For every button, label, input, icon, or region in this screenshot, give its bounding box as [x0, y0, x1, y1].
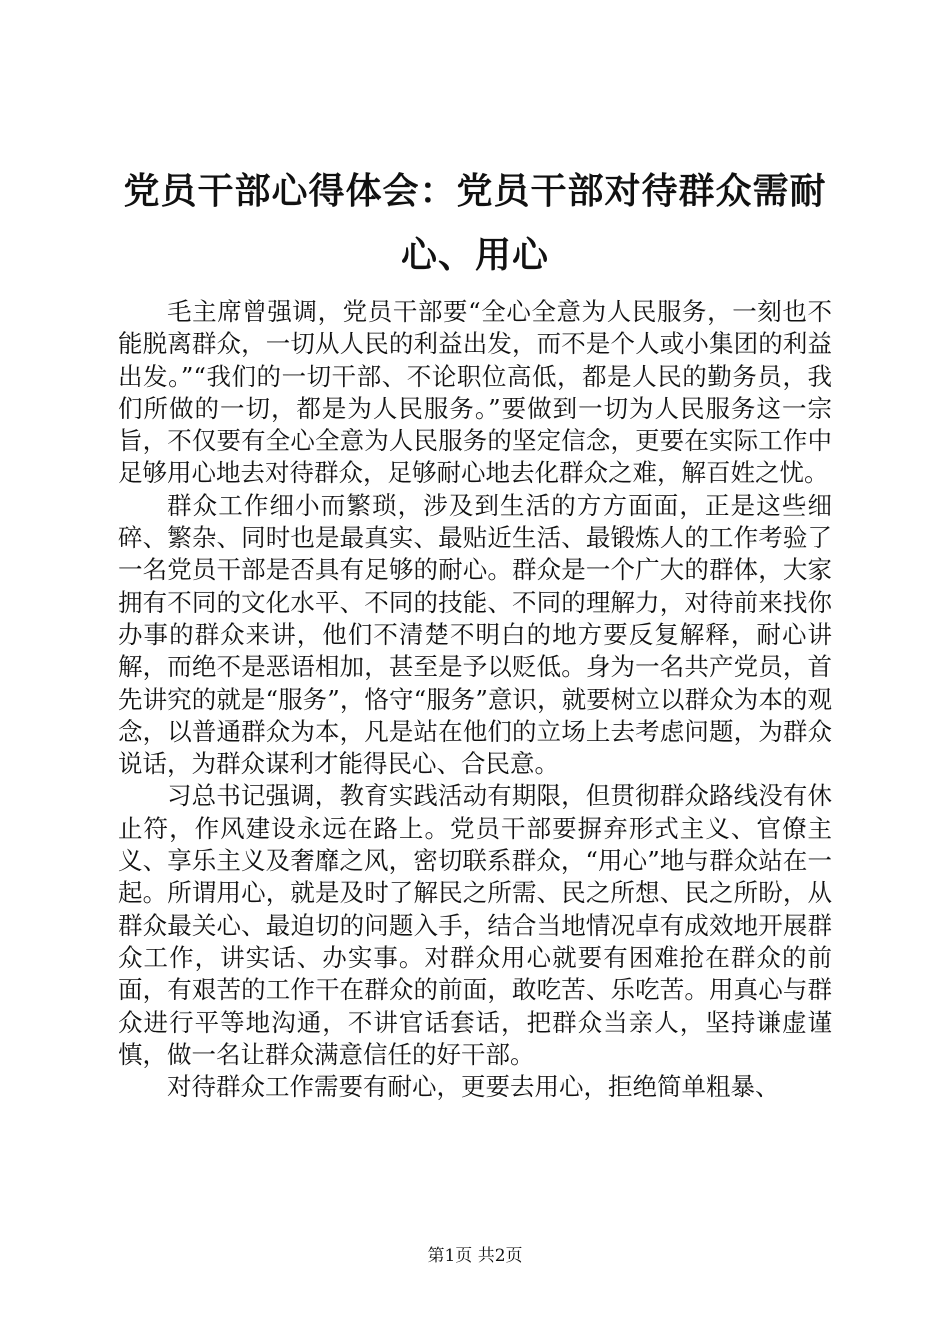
- document-title: 党员干部心得体会：党员干部对待群众需耐心、用心: [123, 171, 827, 276]
- page-number-footer: 第1页 共2页: [427, 1246, 523, 1266]
- document-body: [118, 296, 832, 1103]
- paragraph-2: 群众工作细小而繁琐，涉及到生活的方方面面，正是这些细碎、繁杂、同时也是最真实、最贴近生活、最锻炼人的工作考验了一名党员干部是否具有足够的耐心。群众是一个广大的群体，大家拥有不同的文化水平、不同的技能、不同的理解力，对待前来找你办事的群众来讲，他们不清楚不明白的地方要反复解释，耐心讲解，而绝不是恶语相加，甚至是予以贬低。身为一名共产党员，首先讲究的就是“服务”，恪守“服务”意识，就要树立以群众为本的观念，以普通群众为本，凡是站在他们的立场上去考虑问题，为群众说话，为群众谋利才能得民心、合民意。: [118, 490, 832, 779]
- paragraph-4: 对待群众工作需要有耐心，更要去用心，拒绝简单粗暴、: [167, 1072, 780, 1102]
- paragraph-1: 毛主席曾强调，党员干部要“全心全意为人民服务，一刻也不能脱离群众，一切从人民的利益出发，而不是个人或小集团的利益出发。”“我们的一切干部、不论职位高低，都是人民的勤务员，我们所做的一切，都是为人民服务。”要做到一切为人民服务这一宗旨，不仅要有全心全意为人民服务的坚定信念，更要在实际工作中足够用心地去对待群众，足够耐心地去化群众之难，解百姓之忧。: [118, 297, 832, 488]
- paragraph-3: 习总书记强调，教育实践活动有期限，但贯彻群众路线没有休止符，作风建设永远在路上。党员干部要摒弃形式主义、官僚主义、享乐主义及奢靡之风，密切联系群众，“用心”地与群众站在一起。所谓用心，就是及时了解民之所需、民之所想、民之所盼，从群众最关心、最迫切的问题入手，结合当地情况卓有成效地开展群众工作，讲实话、办实事。对群众用心就要有困难抢在群众的前面，有艰苦的工作干在群众的前面，敢吃苦、乐吃苦。用真心与群众进行平等地沟通，不讲官话套话，把群众当亲人，坚持谦虚谨慎，做一名让群众满意信任的好干部。: [118, 781, 832, 1069]
